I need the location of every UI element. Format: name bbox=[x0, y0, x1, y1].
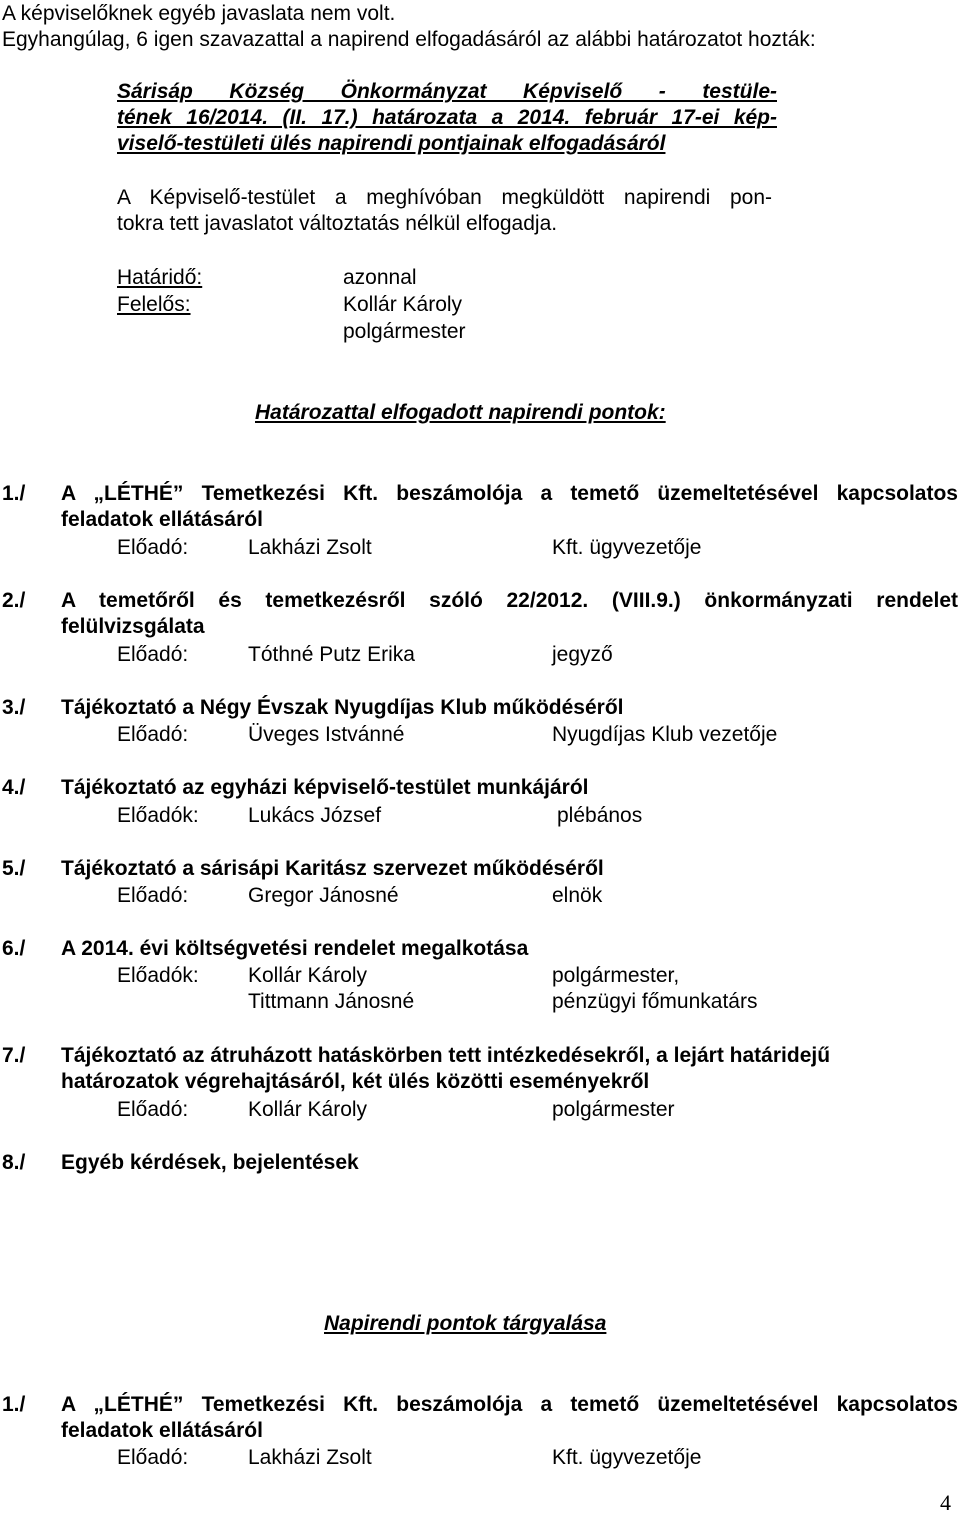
agenda-number: 5./ bbox=[2, 857, 26, 880]
agenda-number: 7./ bbox=[2, 1044, 26, 1067]
deadline-label: Határidő: bbox=[117, 266, 203, 289]
presenter-role: polgármester bbox=[552, 1098, 675, 1121]
intro-line-1: A képviselőknek egyéb javaslata nem volt. bbox=[2, 2, 396, 25]
agenda-title-line: feladatok ellátásáról bbox=[61, 1419, 263, 1442]
agenda-title-line: A „LÉTHÉ” Temetkezési Kft. beszámolója a temető üzemeltetésével kapcsolatos bbox=[61, 1393, 958, 1416]
responsible-role: polgármester bbox=[343, 320, 466, 343]
agenda-title-line: határozatok végrehajtásáról, két ülés közötti eseményekről bbox=[61, 1070, 650, 1093]
presenter-role: Kft. ügyvezetője bbox=[552, 536, 702, 559]
presenter-role: jegyző bbox=[552, 643, 613, 666]
deadline-value: azonnal bbox=[343, 266, 417, 289]
resolution-title-line: Sárisáp Község Önkormányzat Képviselő - testüle- bbox=[117, 80, 777, 103]
adopted-heading: Határozattal elfogadott napirendi pontok: bbox=[255, 401, 666, 424]
presenter-role: pénzügyi főmunkatárs bbox=[552, 990, 758, 1013]
resolution-body-line: tokra tett javaslatot változtatás nélkül elfogadja. bbox=[117, 212, 558, 235]
presenter-name: Kollár Károly bbox=[248, 964, 368, 987]
intro-line-2: Egyhangúlag, 6 igen szavazattal a napirend elfogadásáról az alábbi határozatot hozták: bbox=[2, 28, 816, 51]
presenter-name: Lakházi Zsolt bbox=[248, 536, 372, 559]
agenda-title-line: felülvizsgálata bbox=[61, 615, 205, 638]
presenter-role: plébános bbox=[557, 804, 643, 827]
agenda-number: 1./ bbox=[2, 1393, 26, 1416]
presenter-label: Előadók: bbox=[117, 964, 199, 987]
presenter-name: Lakházi Zsolt bbox=[248, 1446, 372, 1469]
presenter-label: Előadó: bbox=[117, 1098, 189, 1121]
presenter-label: Előadók: bbox=[117, 804, 199, 827]
agenda-number: 3./ bbox=[2, 696, 26, 719]
agenda-title-line: A temetőről és temetkezésről szóló 22/2012. (VIII.9.) önkormányzati rendelet bbox=[61, 589, 958, 612]
agenda-title-line: A „LÉTHÉ” Temetkezési Kft. beszámolója a temető üzemeltetésével kapcsolatos bbox=[61, 482, 958, 505]
agenda-title-line: Tájékoztató a Négy Évszak Nyugdíjas Klub működéséről bbox=[61, 696, 624, 719]
resolution-title-line: viselő-testületi ülés napirendi pontjainak elfogadásáról bbox=[117, 132, 666, 155]
presenter-label: Előadó: bbox=[117, 884, 189, 907]
agenda-number: 2./ bbox=[2, 589, 26, 612]
agenda-number: 1./ bbox=[2, 482, 26, 505]
agenda-title-line: Tájékoztató az átruházott hatáskörben tett intézkedésekről, a lejárt határidejű bbox=[61, 1044, 831, 1067]
page-number: 4 bbox=[940, 1490, 951, 1515]
agenda-title-line: A 2014. évi költségvetési rendelet megalkotása bbox=[61, 937, 529, 960]
presenter-name: Gregor Jánosné bbox=[248, 884, 399, 907]
presenter-name: Tóthné Putz Erika bbox=[248, 643, 415, 666]
resolution-title-line: tének 16/2014. (II. 17.) határozata a 2014. február 17-ei kép- bbox=[117, 106, 777, 129]
agenda-title-line: Egyéb kérdések, bejelentések bbox=[61, 1151, 359, 1174]
presenter-name: Lukács József bbox=[248, 804, 382, 827]
presenter-role: Nyugdíjas Klub vezetője bbox=[552, 723, 778, 746]
presenter-label: Előadó: bbox=[117, 536, 189, 559]
agenda-number: 8./ bbox=[2, 1151, 26, 1174]
presenter-role: elnök bbox=[552, 884, 603, 907]
presenter-name: Kollár Károly bbox=[248, 1098, 368, 1121]
presenter-label: Előadó: bbox=[117, 643, 189, 666]
agenda-number: 4./ bbox=[2, 776, 26, 799]
agenda-title-line: Tájékoztató az egyházi képviselő-testület munkájáról bbox=[61, 776, 589, 799]
presenter-role: Kft. ügyvezetője bbox=[552, 1446, 702, 1469]
agenda-number: 6./ bbox=[2, 937, 26, 960]
responsible-name: Kollár Károly bbox=[343, 293, 463, 316]
presenter-label: Előadó: bbox=[117, 1446, 189, 1469]
presenter-role: polgármester, bbox=[552, 964, 680, 987]
presenter-name: Üveges Istvánné bbox=[248, 723, 405, 746]
responsible-label: Felelős: bbox=[117, 293, 191, 316]
resolution-body-line: A Képviselő-testület a meghívóban megküldött napirendi pon- bbox=[117, 186, 772, 209]
presenter-name: Tittmann Jánosné bbox=[248, 990, 415, 1013]
presenter-label: Előadó: bbox=[117, 723, 189, 746]
discussion-heading: Napirendi pontok tárgyalása bbox=[324, 1312, 607, 1335]
agenda-title-line: Tájékoztató a sárisápi Karitász szervezet működéséről bbox=[61, 857, 604, 880]
agenda-title-line: feladatok ellátásáról bbox=[61, 508, 263, 531]
